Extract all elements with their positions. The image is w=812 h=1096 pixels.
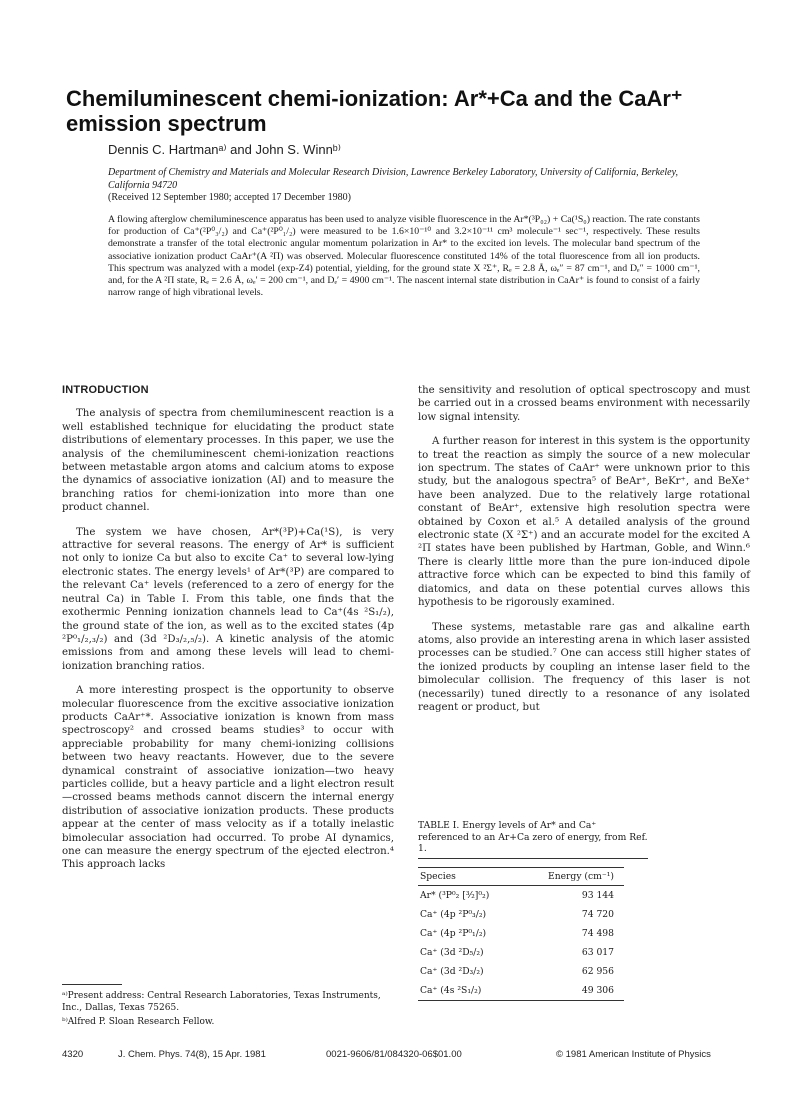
table-row — [418, 943, 624, 962]
paragraph: The analysis of spectra from chemiluminescent reaction is a well established technique for elucidating the product state distributions of elementary processes. In this paper, we use the analysis of the chemiluminescent chemi-ionization reactions between metastable argon atoms and calcium atoms to expose the dynamics of associative ionization (AI) and to measure the branching ratios for chemi-ionization into more than one product channel. — [62, 408, 394, 514]
energy-cell: 93 144 — [581, 889, 614, 901]
energy-cell: 62 956 — [581, 965, 614, 977]
table-header-row — [418, 867, 624, 885]
table-caption: TABLE I. Energy levels of Ar* and Ca⁺ referenced to an Ar+Ca zero of energy, from Ref. 1. — [418, 820, 648, 859]
species-cell: Ca⁺ (4s ²S₁/₂) — [418, 981, 518, 1001]
paragraph: A more interesting prospect is the opportunity to observe molecular fluorescence from the excitive associative ionization products CaAr⁺*. Associative ionization is known from mass spectroscopy² and crossed beams studies³ to occur with appreciable probability for many chemi-ionizing collisions between two heavy reactants. However, due to the severe dynamical constraint of associative ionization—two heavy particles collide, but a heavy particle and a light electron result—crossed beams methods cannot discern the internal energy distribution of associative ionization products. These products appear at the center of mass velocity as if a totally inelastic bimolecular association had occurred. To probe AI dynamics, one can measure the energy spectrum of the ejected electron.⁴ This approach lacks — [62, 685, 394, 871]
received-dates: (Received 12 September 1980; accepted 17 December 1980) — [108, 192, 351, 203]
paragraph: A further reason for interest in this system is the opportunity to treat the reaction as simply the source of a new molecular ion spectrum. The states of CaAr⁺ were unknown prior to this study, but the analogous spectra⁵ of BeAr⁺, BeKr⁺, and BeXe⁺ have been analyzed. Due to the relatively large rotational constant of BeAr⁺, extensive high resolution spectra were obtained by Coxon et al.⁵ A detailed analysis of the ground electronic state (X ²Σ⁺) and an accurate model for the excited A ²Π states have been published by Hartman, Goble, and Winn.⁶ There is clearly little more than the pure ion-induced dipole attractive force which can be expected to bind this family of diatomics, and data on these potential curves allows this hypothesis to be rigorously examined. — [418, 436, 750, 609]
table-row — [418, 905, 624, 924]
journal-citation: J. Chem. Phys. 74(8), 15 Apr. 1981 — [118, 1049, 266, 1060]
table-row — [418, 924, 624, 943]
author-list: Dennis C. Hartmanᵃ⁾ and John S. Winnᵇ⁾ — [108, 142, 341, 157]
table-row — [418, 885, 624, 905]
species-cell: Ca⁺ (3d ²D₅/₂) — [420, 946, 484, 958]
table-row — [418, 962, 624, 981]
energy-cell: 49 306 — [518, 981, 624, 1001]
affiliation: Department of Chemistry and Materials and Molecular Research Division, Lawrence Berkeley Laboratory, University of California, Berkeley, California 94720 — [108, 167, 678, 191]
footnote-a: ᵃ⁾Present address: Central Research Laboratories, Texas Instruments, Inc., Dallas, Texas 75265. — [62, 991, 381, 1013]
energy-cell: 74 720 — [581, 908, 614, 920]
paragraph: the sensitivity and resolution of optical spectroscopy and must be carried out in a crossed beams environment with necessarily low signal intensity. — [418, 385, 750, 423]
section-heading: INTRODUCTION — [62, 384, 149, 396]
energy-cell: 74 498 — [581, 927, 614, 939]
left-column — [62, 384, 394, 883]
abstract — [108, 214, 700, 299]
species-cell: Ca⁺ (4p ²P⁰₃/₂) — [420, 908, 487, 920]
column-header-species: Species — [418, 867, 518, 885]
column-header-energy: Energy (cm⁻¹) — [518, 867, 624, 885]
species-cell: Ar* (³P⁰₂ [³⁄₂]⁰₂) — [420, 889, 490, 901]
species-cell: Ca⁺ (4p ²P⁰₁/₂) — [420, 927, 487, 939]
energy-table-block — [418, 820, 648, 1001]
species-cell: Ca⁺ (3d ²D₃/₂) — [420, 965, 484, 977]
footnotes — [62, 990, 392, 1030]
right-column — [418, 384, 750, 725]
table-row — [418, 981, 624, 1001]
footnote-b: ᵇ⁾Alfred P. Sloan Research Fellow. — [62, 1017, 215, 1027]
article-code: 0021-9606/81/084320-06$01.00 — [326, 1049, 462, 1060]
paragraph: The system we have chosen, Ar*(³P)+Ca(¹S), is very attractive for several reasons. The energy of Ar* is sufficient not only to ionize Ca but also to excite Ca⁺ to several low-lying electronic states. The energy levels¹ of Ar*(³P) are compared to the relevant Ca⁺ levels (referenced to a zero of energy for the neutral Ca) in Table I. From this table, one finds that the exothermic Penning ionization channels lead to Ca⁺(4s ²S₁/₂), the ground state of the ion, as well as to the excited states (4p ²P⁰₁/₂,₃/₂) and (3d ²D₃/₂,₅/₂). A kinetic analysis of the atomic emissions from and among these levels will lead to chemi-ionization branching ratios. — [62, 526, 394, 672]
paragraph: These systems, metastable rare gas and alkaline earth atoms, also provide an interesting arena in which laser assisted processes can be studied.⁷ One can access still higher states of the ionized products by coupling an intense laser field to the bimolecular collision. The frequency of this laser is not (necessarily) tuned directly to a resonance of any isolated reagent or product, but — [418, 621, 750, 713]
energy-cell: 63 017 — [581, 946, 614, 958]
paper-title: Chemiluminescent chemi-ionization: Ar*+Ca and the CaAr⁺ emission spectrum — [66, 86, 683, 136]
page-number: 4320 — [62, 1049, 84, 1060]
energy-levels-table — [418, 867, 624, 1001]
copyright: © 1981 American Institute of Physics — [556, 1049, 711, 1060]
abstract-text: A flowing afterglow chemiluminescence apparatus has been used to analyze visible fluorescence in the Ar*(³P₀₂) + Ca(¹S₀) reaction. The rate constants for production of Ca⁺(²P⁰₃/₂) and Ca⁺(²P⁰₁/₂) were measured to be 1.6×10⁻¹⁰ and 3.2×10⁻¹¹ cm³ molecule⁻¹ sec⁻¹, respectively. These results demonstrate a transfer of the total electronic angular momentum polarization in Ar* to the excited ion levels. The molecular band spectrum of the associative ionization product CaAr⁺(A ²Π) was observed. Molecular fluorescence constituted 14% of the total fluorescence from all ion products. This spectrum was analyzed with a model (exp-Z4) potential, yielding, for the ground state X ²Σ⁺, Rₑ = 2.8 Å, ωₑ″ = 87 cm⁻¹, and Dₑ″ = 1000 cm⁻¹, and, for the A ²Π state, Rₑ = 2.6 Å, ωₑ′ = 200 cm⁻¹, and Dₑ′ = 4900 cm⁻¹. The nascent internal state distribution in CaAr⁺ is found to consist of a fairly narrow range of high vibrational levels. — [108, 214, 700, 299]
footnote-divider — [62, 984, 122, 985]
